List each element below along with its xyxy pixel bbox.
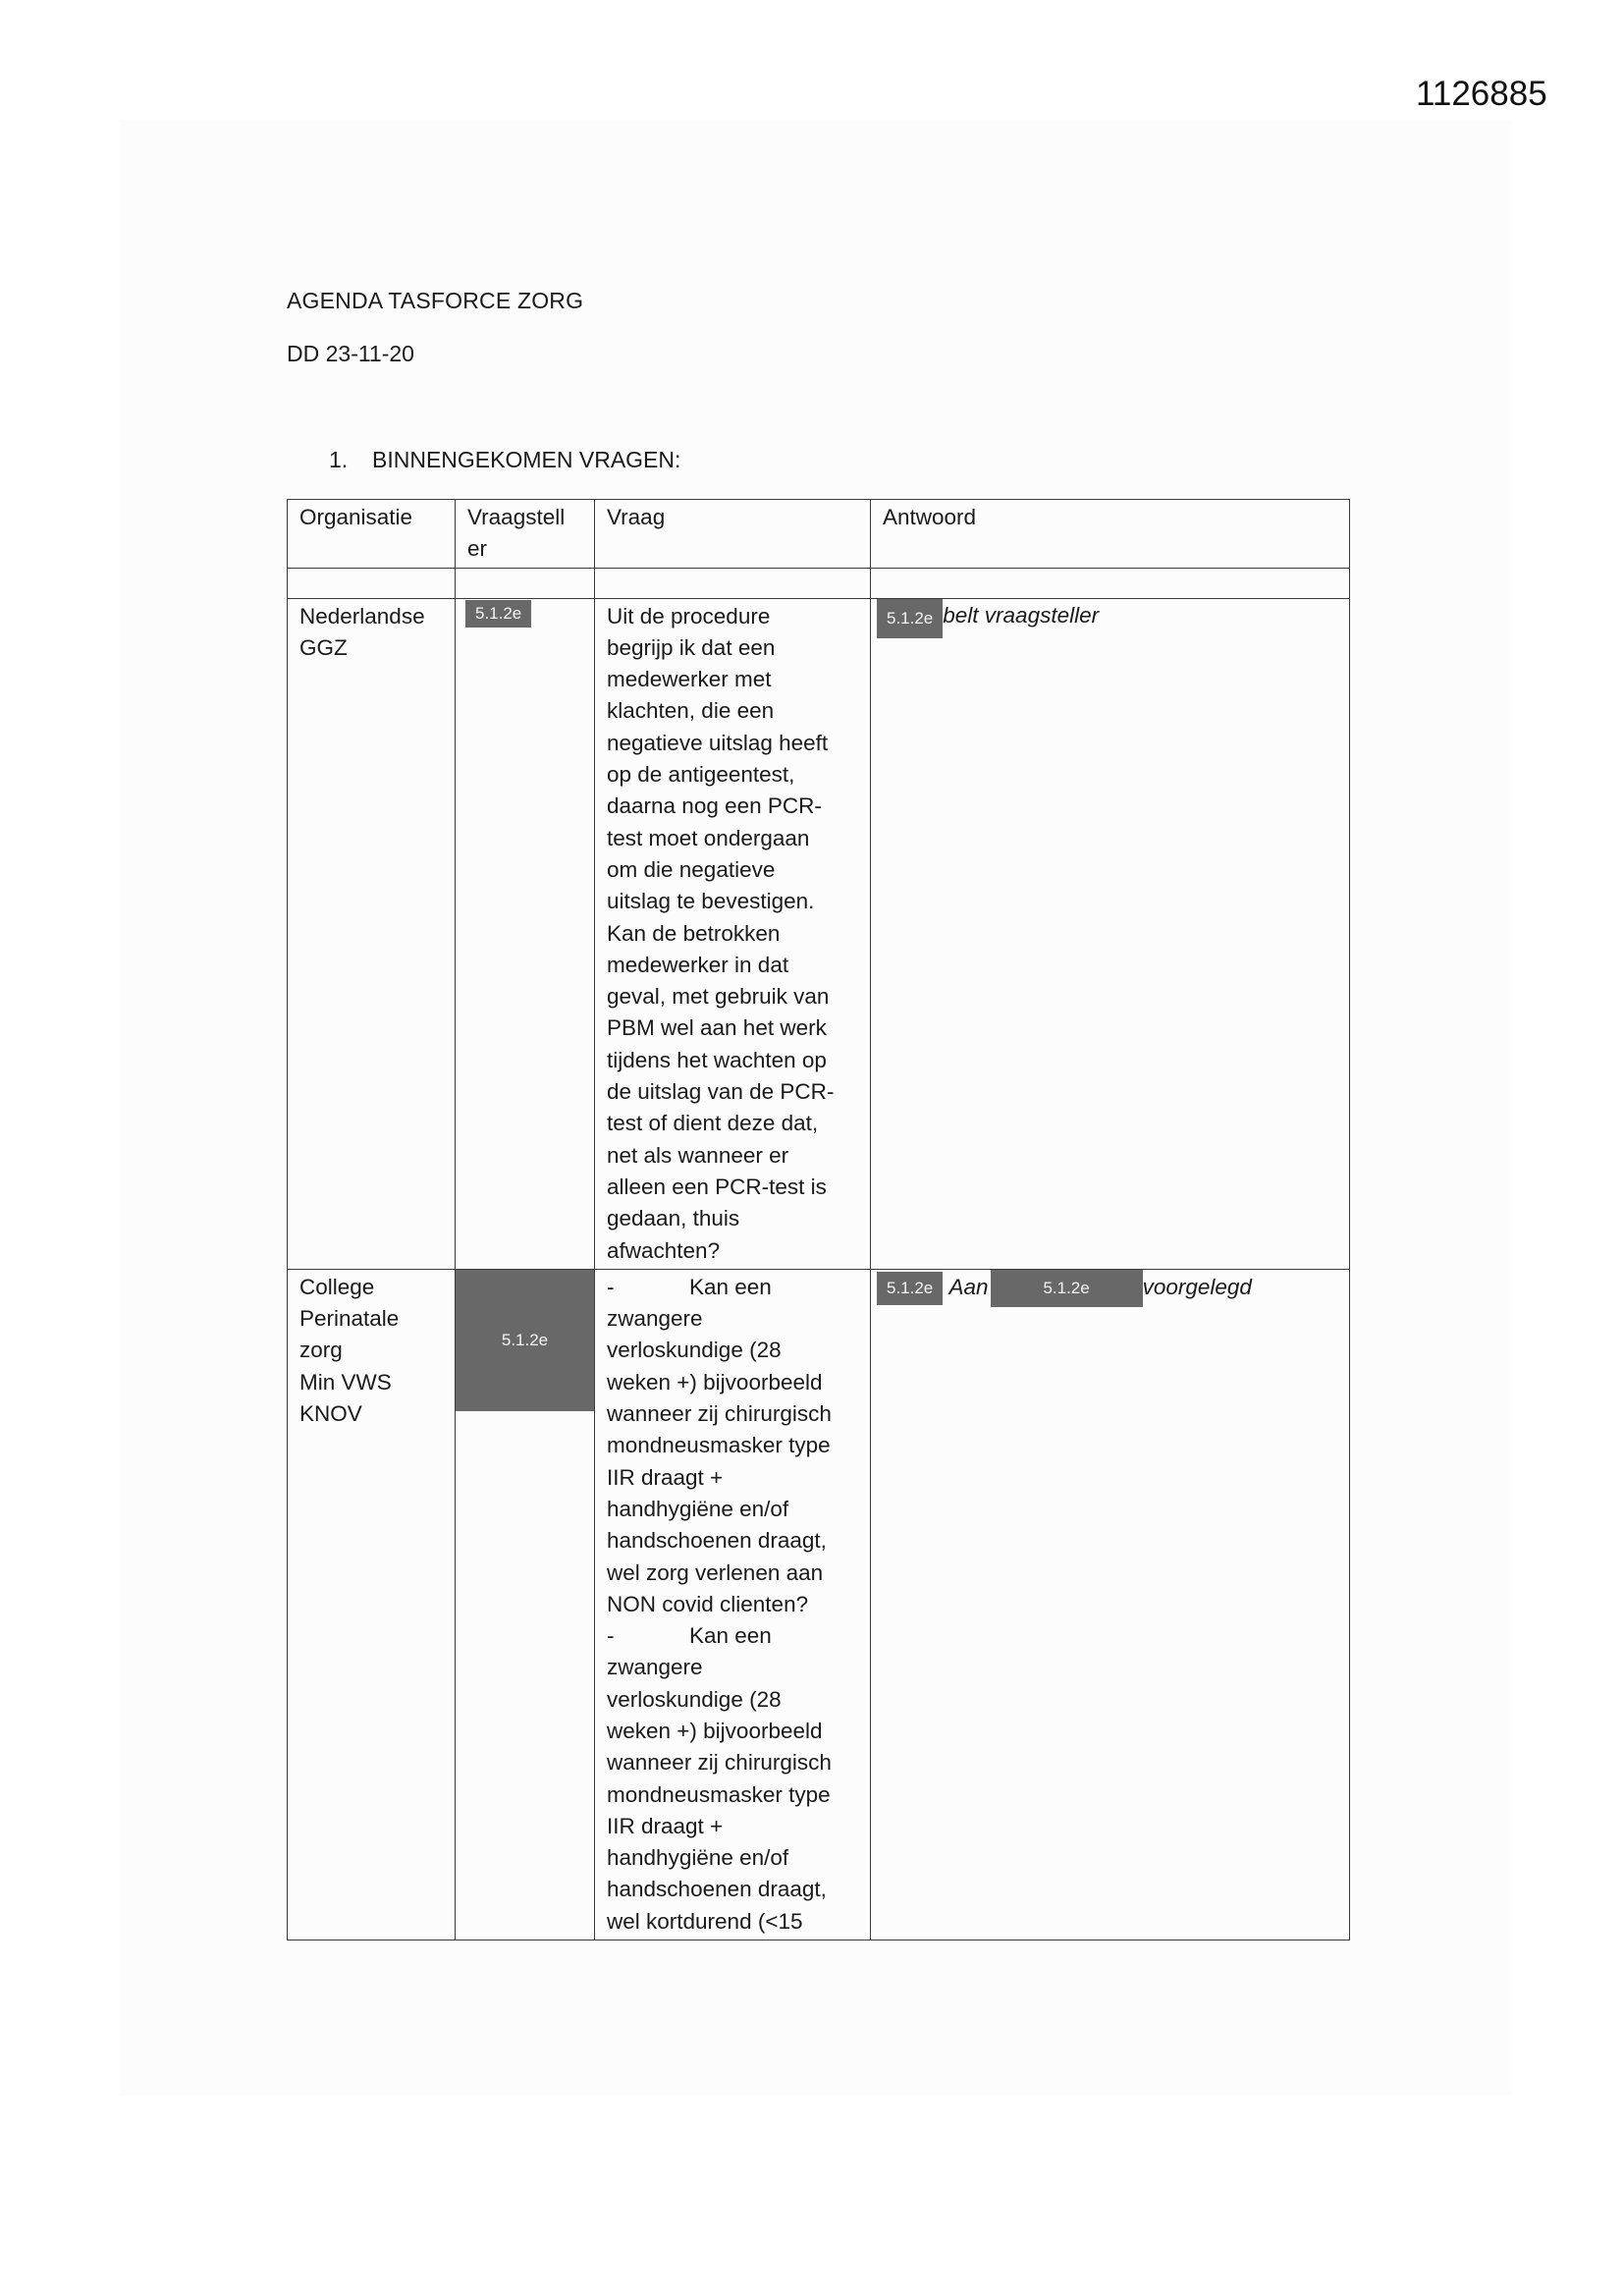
- row1-vraag: [595, 598, 871, 1269]
- text-line: net als wanneer er: [607, 1142, 789, 1168]
- text-line: alleen een PCR-test is: [607, 1174, 827, 1199]
- text-line: uitslag te bevestigen.: [607, 889, 815, 914]
- text-line: zorg: [299, 1338, 343, 1363]
- row1-organisatie: Nederlandse GGZ: [288, 598, 456, 1269]
- text-line: handhygiëne en/of: [607, 1496, 789, 1521]
- text-line: verloskundige (28: [607, 1338, 782, 1363]
- header-vraag: Vraag: [595, 500, 871, 569]
- header-vraagsteller-line1: Vraagstell: [467, 505, 566, 529]
- header-antwoord: Antwoord: [871, 500, 1350, 569]
- text-line: Uit de procedure: [607, 603, 771, 629]
- text-line: wanneer zij chirurgisch: [607, 1750, 832, 1776]
- table-spacer-row: [288, 568, 1350, 598]
- bullet: -: [607, 1623, 615, 1649]
- row1-antwoord: [871, 598, 1350, 1269]
- row1-vraagsteller: [456, 598, 595, 1269]
- text-line: handschoenen draagt,: [607, 1877, 827, 1902]
- text-line: mondneusmasker type: [607, 1433, 831, 1458]
- text-line: geval, met gebruik van: [607, 984, 830, 1010]
- text-line: KNOV: [299, 1401, 362, 1427]
- text-line: klachten, die een: [607, 698, 775, 724]
- section-number: 1.: [329, 447, 349, 472]
- document-id: 1126885: [1416, 75, 1547, 113]
- redaction-box: 5.1.2e: [877, 599, 943, 638]
- section-heading: [329, 447, 680, 473]
- redaction-box: 5.1.2e: [456, 1270, 594, 1411]
- text-line: gedaan, thuis: [607, 1206, 740, 1231]
- text-line: IIR draagt +: [607, 1464, 724, 1490]
- text-line: medewerker in dat: [607, 952, 789, 977]
- row2-vraagsteller: [456, 1269, 595, 1940]
- agenda-title: AGENDA TASFORCE ZORG: [287, 288, 584, 313]
- table-header-row: [288, 500, 1350, 569]
- header-vraagsteller-line2: er: [467, 536, 488, 562]
- bullet: -: [607, 1274, 615, 1299]
- text-line: Kan de betrokken: [607, 920, 781, 946]
- text-line: tijdens het wachten op: [607, 1047, 827, 1072]
- redaction-box: 5.1.2e: [465, 600, 531, 628]
- text-line: afwachten?: [607, 1237, 721, 1263]
- text-line: PBM wel aan het werk: [607, 1015, 827, 1041]
- row2-antwoord: [871, 1269, 1350, 1940]
- row2-organisatie: [288, 1269, 456, 1940]
- text-line: Perinatale: [299, 1306, 400, 1332]
- text-line: verloskundige (28: [607, 1686, 782, 1712]
- row1-antwoord-text: belt vraagsteller: [943, 602, 1100, 628]
- text-line: NON covid clienten?: [607, 1591, 809, 1616]
- text-line: IIR draagt +: [607, 1813, 724, 1838]
- text-line: medewerker met: [607, 667, 772, 692]
- text-line: begrijp ik dat een: [607, 634, 776, 660]
- section-title: BINNENGEKOMEN VRAGEN:: [372, 447, 681, 472]
- text-line: Min VWS: [299, 1369, 392, 1394]
- text-line: daarna nog een PCR-: [607, 793, 822, 819]
- text-line: test of dient deze dat,: [607, 1111, 819, 1136]
- header-vraagsteller: [456, 500, 595, 569]
- redaction-box: 5.1.2e: [877, 1272, 943, 1305]
- text-line: wanneer zij chirurgisch: [607, 1401, 832, 1427]
- text-line: handschoenen draagt,: [607, 1528, 827, 1554]
- text-line: handhygiëne en/of: [607, 1845, 789, 1871]
- text-line: wel kortdurend (<15: [607, 1908, 803, 1934]
- text-line: weken +) bijvoorbeeld: [607, 1718, 823, 1743]
- text-line: negatieve uitslag heeft: [607, 730, 829, 755]
- table-row: [288, 1269, 1350, 1940]
- header-organisatie: Organisatie: [288, 500, 456, 569]
- questions-table: [287, 499, 1350, 1941]
- text-line: de uitslag van de PCR-: [607, 1079, 835, 1105]
- table-row: [288, 598, 1350, 1269]
- text-line: zwangere: [607, 1655, 703, 1680]
- row2-vraag: - Kan een zwangere verloskundige (28 weken +) bijvoorbeeld wanneer zij chirurgisch mondneusmasker type IIR draagt + handhygiëne en/of handschoenen draagt, wel zorg verlenen aan NON covid clienten? - Kan een zwangere verloskundige (28 weken +) bijvoorbeeld wanneer zij chirurgisch mondneusmasker type IIR draagt + handhygiëne en/of handschoenen draagt, wel kortdurend (<15: [595, 1269, 871, 1940]
- text-line: wel zorg verlenen aan: [607, 1559, 824, 1585]
- text-line: College: [299, 1274, 375, 1299]
- row2-antwoord-suffix: voorgelegd: [1142, 1274, 1252, 1299]
- text-line: mondneusmasker type: [607, 1781, 831, 1807]
- redaction-box: 5.1.2e: [991, 1270, 1143, 1307]
- agenda-date: DD 23-11-20: [287, 341, 414, 366]
- text-line: weken +) bijvoorbeeld: [607, 1369, 823, 1394]
- text-line: op de antigeentest,: [607, 762, 795, 788]
- text-line: zwangere: [607, 1306, 703, 1332]
- text-line: om die negatieve: [607, 856, 776, 882]
- text-line: test moet ondergaan: [607, 825, 810, 850]
- row2-antwoord-prefix: Aan: [948, 1274, 989, 1299]
